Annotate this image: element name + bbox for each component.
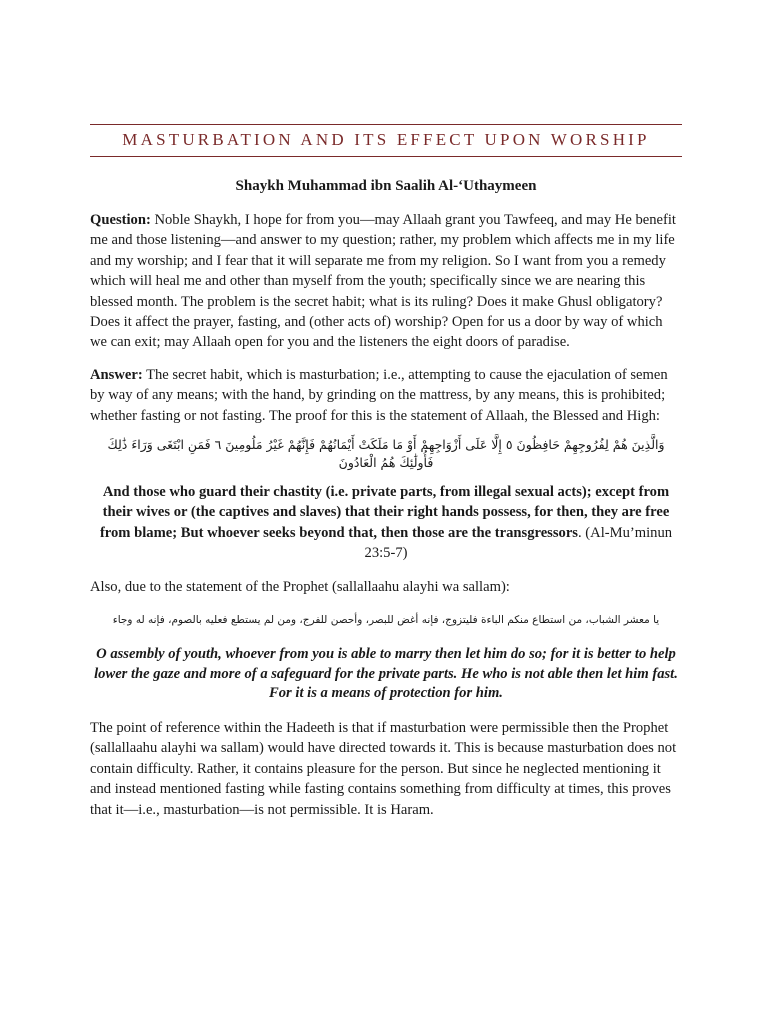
closing-paragraph: The point of reference within the Hadeeth is that if masturbation were permissible then the Prophet (sallallaahu alayhi wa sallam) would have directed towards it. This is because masturbation does not contain difficulty. Rather, it contains pleasure for the person. But since he neglected mentioning it and instead mentioned fasting while fasting contains something from difficulty at times, this proves that it—i.e., masturbation—is not permissible. It is Haram. xyxy=(90,719,677,818)
hadith-translation: O assembly of youth, whoever from you is able to marry then let him do so; for it is better to help lower the gaze and more of a safeguard for the private parts. He who is not able then let him fast. For it is a means of protection for him. xyxy=(94,646,678,702)
document-page xyxy=(90,124,682,820)
question-text: Noble Shaykh, I hope for from you—may Allaah grant you Tawfeeq, and may He benefit me and those listening—and answer to my question; rather, my problem which affects me in my life and my worship; and I fear that it will separate me from my religion. So I want from you a remedy which will heal me and other than myself from the youth; specifically since we are nearing this blessed month. The problem is the secret habit; what is its ruling? Does it make Ghusl obligatory? Does it affect the prayer, fasting, and (other acts of) worship? Open for us a door by way of which we can exit; may Allaah open for you and the listeners the eight doors of paradise. xyxy=(90,212,676,351)
answer-text: The secret habit, which is masturbation; i.e., attempting to cause the ejaculation of semen by way of any means; with the hand, by grinding on the mattress, by any means, this is prohibited; whether fasting or not fasting. The proof for this is the statement of Allaah, the Blessed and High: xyxy=(90,366,668,424)
verse-translation: And those who guard their chastity (i.e. private parts, from illegal sexual acts); except from their wives or (the captives and slaves) that their right hands possess, for then, they are free from blame; But whoever seeks beyond that, then those are the transgressors xyxy=(99,484,670,541)
question-paragraph xyxy=(90,210,682,353)
author-name: Shaykh Muhammad ibn Saalih Al-‘Uthaymeen xyxy=(235,178,537,194)
arabic-hadith: يا معشر الشباب، من استطاع منكم الباءة فليتزوج، فإنه أغض للبصر، وأحصن للفرج، ومن لم يستطع فعليه بالصوم، فإنه له وجاء xyxy=(112,614,660,627)
title-bar xyxy=(90,124,682,157)
document-title: MASTURBATION AND ITS EFFECT UPON WORSHIP xyxy=(122,130,650,149)
verse-reference: . (Al-Mu’minun 23:5-7) xyxy=(364,524,673,562)
answer-paragraph xyxy=(90,365,682,426)
also-text: Also, due to the statement of the Prophet (sallallaahu alayhi wa sallam): xyxy=(90,578,510,595)
arabic-verse: وَالَّذِينَ هُمْ لِفُرُوجِهِمْ حَافِظُونَ ٥ إِلَّا عَلَى أَزْوَاجِهِمْ أَوْ مَا مَلَكَتْ أَيْمَانُهُمْ فَإِنَّهُمْ غَيْرُ مَلُومِينَ ٦ فَمَنِ ابْتَغَى وَرَاءَ ذَٰلِكَ فَأُولَٰئِكَ هُمُ الْعَادُونَ xyxy=(107,437,665,471)
question-label: Question: xyxy=(90,212,151,228)
verse-translation-paragraph xyxy=(90,482,682,564)
answer-label: Answer: xyxy=(90,366,143,383)
